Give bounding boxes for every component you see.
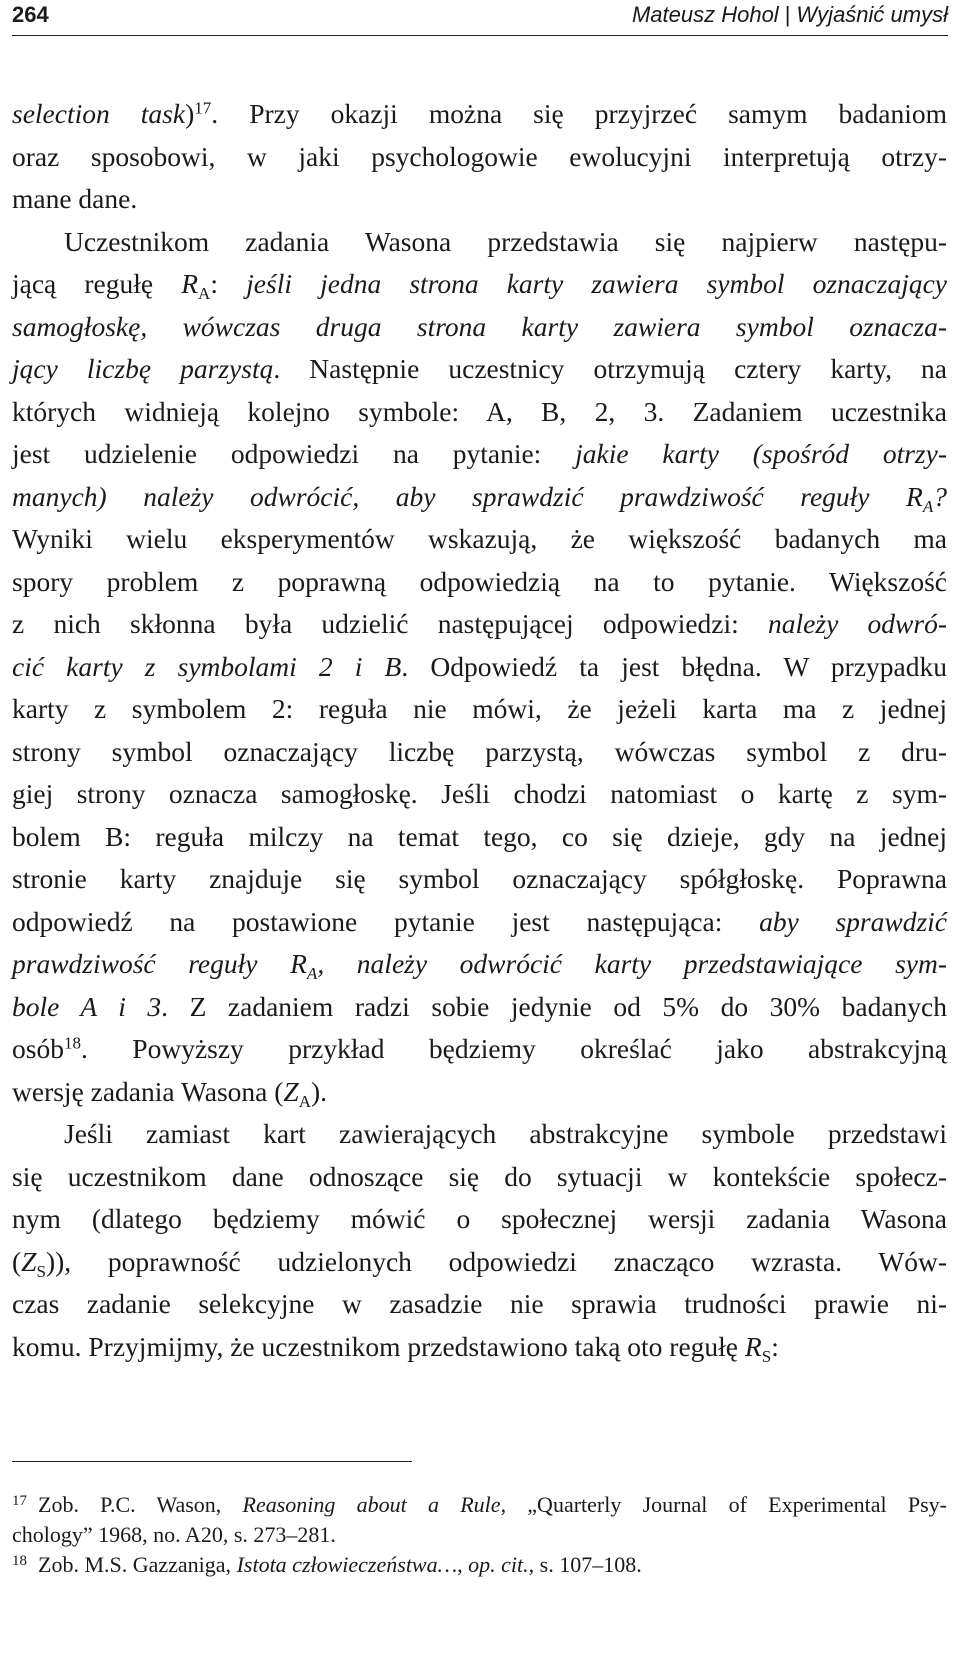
text-run: mane dane.	[12, 183, 138, 214]
footnote	[12, 1490, 947, 1550]
text-line	[12, 646, 947, 689]
text-run: (	[12, 1245, 22, 1277]
text-run: Zob. P.C. Wason,	[38, 1492, 243, 1517]
italic-text: jący liczbę parzystą	[12, 353, 274, 384]
text-line	[12, 731, 947, 774]
footnotes	[12, 1490, 947, 1580]
footnote-number: 17	[12, 1493, 27, 1509]
text-run: )), poprawność udzielonych odpowiedzi znacząco wzrasta. Wów-	[45, 1245, 947, 1277]
text-run: oraz sposobowi, w jaki psychologowie ewolucyjni interpretują otrzy-	[12, 140, 947, 172]
text-run: , „Quarterly Journal of Experimental Psy-	[500, 1492, 948, 1517]
text-run: z nich skłonna była udzielić następującej odpowiedzi:	[12, 608, 769, 639]
italic-text: R	[744, 1330, 762, 1362]
text-run: strony symbol oznaczający liczbę parzystą, wówczas symbol z dru-	[12, 735, 947, 767]
italic-text: Z	[283, 1075, 299, 1107]
subscript: A	[198, 283, 211, 303]
text-run: . Powyższy przykład będziemy określać jako abstrakcyjną	[80, 1033, 947, 1064]
book-title: Wyjaśnić umysł	[796, 2, 948, 27]
italic-text: R	[181, 268, 199, 299]
italic-text: selection task	[12, 98, 186, 129]
text-run: nym (dlatego będziemy mówić o społecznej wersji zadania Wasona	[12, 1203, 947, 1234]
text-line	[12, 178, 947, 221]
subscript: A	[298, 1091, 311, 1111]
text-run: :	[771, 1330, 779, 1362]
text-line	[12, 391, 947, 434]
text-run: . Z zadaniem radzi sobie jedynie od 5% do 30% badanych	[161, 990, 947, 1022]
text-run: )	[185, 98, 195, 129]
text-line	[12, 986, 947, 1029]
italic-text: należy odwró-	[768, 608, 947, 639]
text-line	[12, 136, 947, 179]
text-line	[12, 348, 947, 391]
italic-text: bole A i 3	[12, 990, 162, 1022]
header-rule	[12, 35, 948, 36]
text-line	[12, 603, 947, 646]
body-text	[12, 93, 947, 1368]
footnote-ref: 17	[194, 98, 212, 118]
text-run: ).	[311, 1075, 328, 1107]
text-run: ,	[457, 1552, 469, 1577]
text-line	[12, 263, 947, 306]
text-run: których widnieją kolejno symbole: A, B, 2, 3. Zadaniem uczestnika	[12, 395, 947, 427]
italic-text: samogłoskę, wówczas druga strona karty zawiera symbol oznacza-	[12, 310, 947, 342]
text-line	[12, 306, 947, 349]
subscript: A	[306, 963, 318, 983]
text-line	[12, 433, 947, 476]
italic-text: , należy odwrócić karty przedstawiające sym-	[317, 948, 948, 979]
text-run: komu. Przyjmijmy, że uczestnikom przedstawiono taką oto regułę	[12, 1330, 745, 1362]
text-run: Jeśli zamiast kart zawierających abstrakcyjne symbole przedstawi	[64, 1118, 947, 1149]
text-run: wersję zadania Wasona (	[12, 1075, 284, 1107]
text-line	[12, 858, 947, 901]
italic-text: cić karty z symbolami 2 i B	[12, 650, 402, 682]
italic-text: jakie karty (spośród otrzy-	[575, 438, 947, 469]
text-line	[12, 476, 947, 519]
italic-text: Reasoning about a Rule	[242, 1492, 501, 1517]
text-run: . Odpowiedź ta jest błędna. W przypadku	[401, 650, 947, 682]
italic-text: aby sprawdzić	[759, 905, 948, 937]
italic-text: manych) należy odwrócić, aby sprawdzić prawdziwość reguły R	[12, 480, 923, 512]
text-run: jest udzielenie odpowiedzi na pytanie:	[12, 438, 576, 469]
text-line	[12, 943, 947, 986]
text-run: się uczestnikom dane odnoszące się do sytuacji w kontekście społecz-	[12, 1160, 947, 1192]
text-run: karty z symbolem 2: reguła nie mówi, że jeżeli karta ma z jednej	[12, 693, 947, 724]
text-line	[12, 1198, 947, 1241]
italic-text: ?	[933, 480, 947, 512]
footnote	[12, 1550, 947, 1580]
footnote-line	[38, 1550, 947, 1580]
text-run: Zob. M.S. Gazzaniga,	[38, 1552, 237, 1577]
running-header	[12, 0, 948, 34]
author-name: Mateusz Hohol	[631, 2, 779, 27]
text-run: spory problem z poprawną odpowiedzią na to pytanie. Większość	[12, 565, 947, 597]
text-run: :	[210, 268, 247, 299]
text-run: , s. 107–108.	[528, 1552, 642, 1577]
text-line	[12, 816, 947, 859]
italic-text: op. cit.	[468, 1552, 529, 1577]
subscript: S	[761, 1346, 772, 1366]
text-line	[12, 1113, 947, 1156]
italic-text: Z	[21, 1245, 37, 1277]
footnote-number: 18	[12, 1553, 27, 1569]
text-line	[12, 1241, 947, 1284]
italic-text: prawdziwość reguły R	[12, 948, 307, 979]
subscript: A	[922, 496, 934, 516]
text-line	[12, 773, 947, 816]
text-line	[12, 1028, 947, 1071]
text-line	[12, 1283, 947, 1326]
italic-text: Istota człowieczeństwa…	[236, 1552, 458, 1577]
page-number: 264	[12, 2, 49, 27]
text-run: chology” 1968, no. A20, s. 273–281.	[12, 1522, 336, 1547]
footnote-line	[38, 1490, 947, 1520]
footnote-ref: 18	[63, 1033, 81, 1053]
text-run: Wyniki wielu eksperymentów wskazują, że większość badanych ma	[12, 523, 947, 554]
text-run: osób	[12, 1033, 64, 1064]
text-run: bolem B: reguła milczy na temat tego, co się dzieje, gdy na jednej	[12, 820, 947, 852]
subscript: S	[36, 1261, 46, 1281]
italic-text: jeśli jedna strona karty zawiera symbol oznaczający	[246, 268, 948, 299]
text-line	[12, 93, 947, 136]
text-line	[12, 901, 947, 944]
footnote-rule	[12, 1461, 412, 1462]
footnote-line	[12, 1520, 947, 1550]
text-run: . Następnie uczestnicy otrzymują cztery karty, na	[273, 353, 947, 384]
text-line	[12, 518, 947, 561]
text-run: giej strony oznacza samogłoskę. Jeśli chodzi natomiast o kartę z sym-	[12, 778, 947, 809]
text-line	[12, 1326, 947, 1369]
text-run: jącą regułę	[12, 268, 182, 299]
text-line	[12, 688, 947, 731]
header-separator: |	[784, 2, 791, 27]
text-run: Uczestnikom zadania Wasona przedstawia się najpierw następu-	[64, 225, 947, 257]
text-run: . Przy okazji można się przyjrzeć samym badaniom	[211, 98, 947, 129]
text-run: odpowiedź na postawione pytanie jest następująca:	[12, 905, 760, 937]
text-run: czas zadanie selekcyjne w zasadzie nie sprawia trudności prawie ni-	[12, 1288, 947, 1319]
text-run: stronie karty znajduje się symbol oznaczający spółgłoskę. Poprawna	[12, 863, 947, 894]
text-line	[12, 561, 947, 604]
text-line	[12, 221, 947, 264]
text-line	[12, 1071, 947, 1114]
text-line	[12, 1156, 947, 1199]
running-title	[632, 2, 948, 28]
